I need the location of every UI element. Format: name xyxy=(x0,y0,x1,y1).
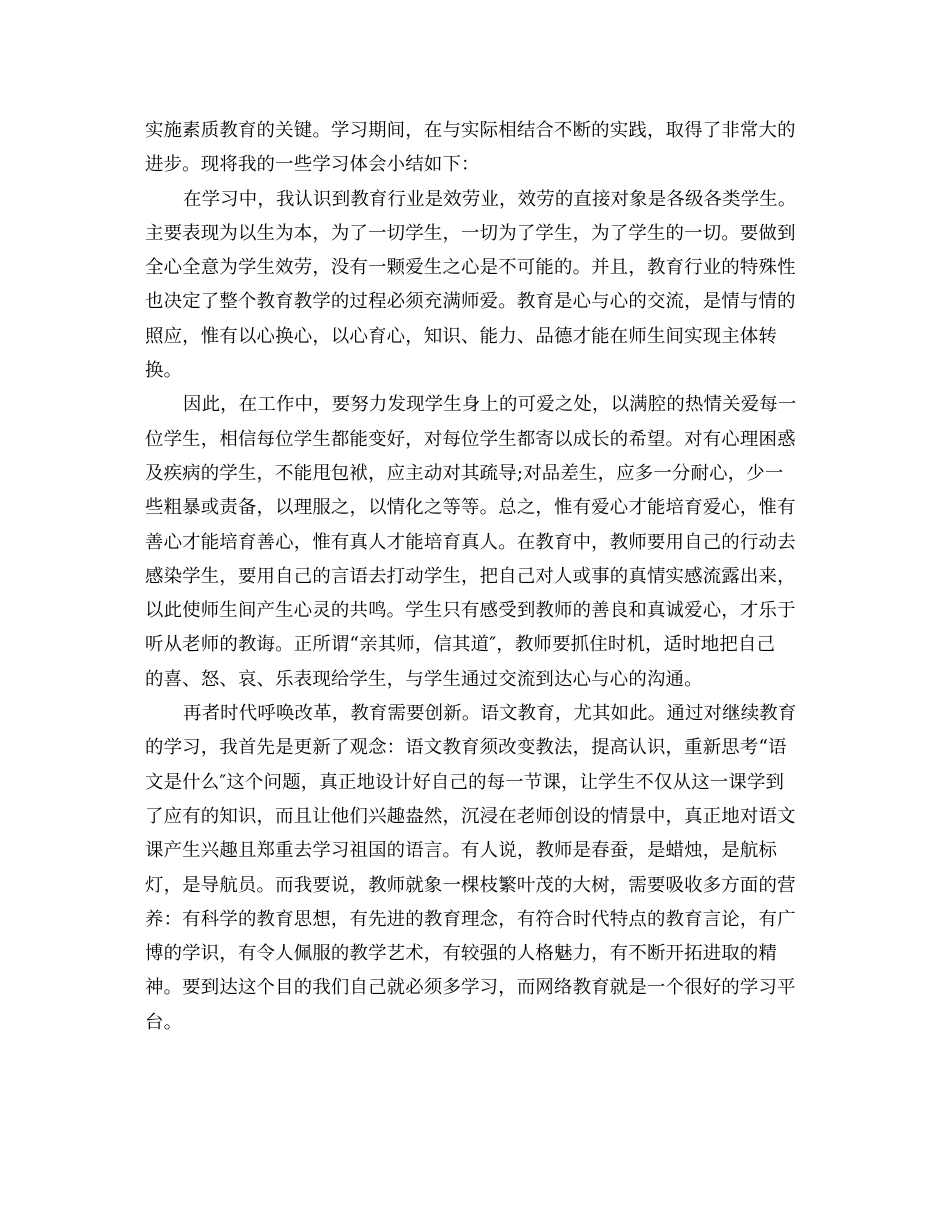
text-line: 及疾病的学生，不能甩包袱，应主动对其疏导;对品差生，应多一分耐心，少一 xyxy=(145,462,784,484)
text-line: 在学习中，我认识到教育行业是效劳业，效劳的直接对象是各级各类学生。 xyxy=(183,188,797,210)
text-line: 善心才能培育善心，惟有真人才能培育真人。在教育中，教师要用自己的行动去 xyxy=(145,531,796,553)
text-line: 感染学生，要用自己的言语去打动学生，把自己对人或事的真情实感流露出来， xyxy=(145,565,796,587)
text-line: 全心全意为学生效劳，没有一颗爱生之心是不可能的。并且，教育行业的特殊性 xyxy=(145,257,796,279)
paragraph-2 xyxy=(145,183,805,389)
paragraph-3 xyxy=(145,388,805,697)
text-line: 再者时代呼唤改革，教育需要创新。语文教育，尤其如此。通过对继续教育 xyxy=(183,703,797,725)
text-line: 灯，是导航员。而我要说，教师就象一棵枝繁叶茂的大树，需要吸收多方面的营 xyxy=(145,874,796,896)
paragraph-4 xyxy=(145,697,805,1040)
text-line: 因此，在工作中，要努力发现学生身上的可爱之处，以满腔的热情关爱每一 xyxy=(183,394,797,416)
text-line: 神。要到达这个目的我们自己就必须多学习，而网络教育就是一个很好的学习平 xyxy=(145,977,796,999)
text-line: 的喜、怒、哀、乐表现给学生，与学生通过交流到达心与心的沟通。 xyxy=(145,668,703,690)
text-line: 位学生，相信每位学生都能变好，对每位学生都寄以成长的希望。对有心理困惑 xyxy=(145,428,796,450)
text-line: 了应有的知识，而且让他们兴趣盎然，沉浸在老师创设的情景中，真正地对语文 xyxy=(145,805,796,827)
paragraph-1 xyxy=(145,114,805,183)
text-line: 听从老师的教诲。正所谓“亲其师，信其道″，教师要抓住时机，适时地把自己 xyxy=(145,634,776,656)
document-body xyxy=(145,114,805,1040)
text-line: 养：有科学的教育思想，有先进的教育理念，有符合时代特点的教育言论，有广 xyxy=(145,908,796,930)
text-line: 换。 xyxy=(145,360,183,382)
text-line: 博的学识，有令人佩服的教学艺术，有较强的人格魅力，有不断开拓进取的精 xyxy=(145,943,778,965)
text-line: 些粗暴或责备，以理服之，以情化之等等。总之，惟有爱心才能培育爱心，惟有 xyxy=(145,497,796,519)
text-line: 主要表现为以生为本，为了一切学生，一切为了学生，为了学生的一切。要做到 xyxy=(145,222,796,244)
text-line: 实施素质教育的关键。学习期间，在与实际相结合不断的实践，取得了非常大的 xyxy=(145,120,796,141)
text-line: 以此使师生间产生心灵的共鸣。学生只有感受到教师的善良和真诚爱心，才乐于 xyxy=(145,600,796,622)
text-line: 课产生兴趣且郑重去学习祖国的语言。有人说，教师是春蚕，是蜡烛，是航标 xyxy=(145,840,778,862)
text-line: 照应，惟有以心换心，以心育心，知识、能力、品德才能在师生间实现主体转 xyxy=(145,325,778,347)
text-line: 文是什么″这个问题，真正地设计好自己的每一节课，让学生不仅从这一课学到 xyxy=(145,771,785,793)
text-line: 的学习，我首先是更新了观念：语文教育须改变教法，提高认识，重新思考“语 xyxy=(145,737,787,759)
text-line: 进步。现将我的一些学习体会小结如下： xyxy=(145,154,480,176)
text-line: 也决定了整个教育教学的过程必须充满师爱。教育是心与心的交流，是情与情的 xyxy=(145,291,796,313)
text-line: 台。 xyxy=(145,1011,183,1033)
